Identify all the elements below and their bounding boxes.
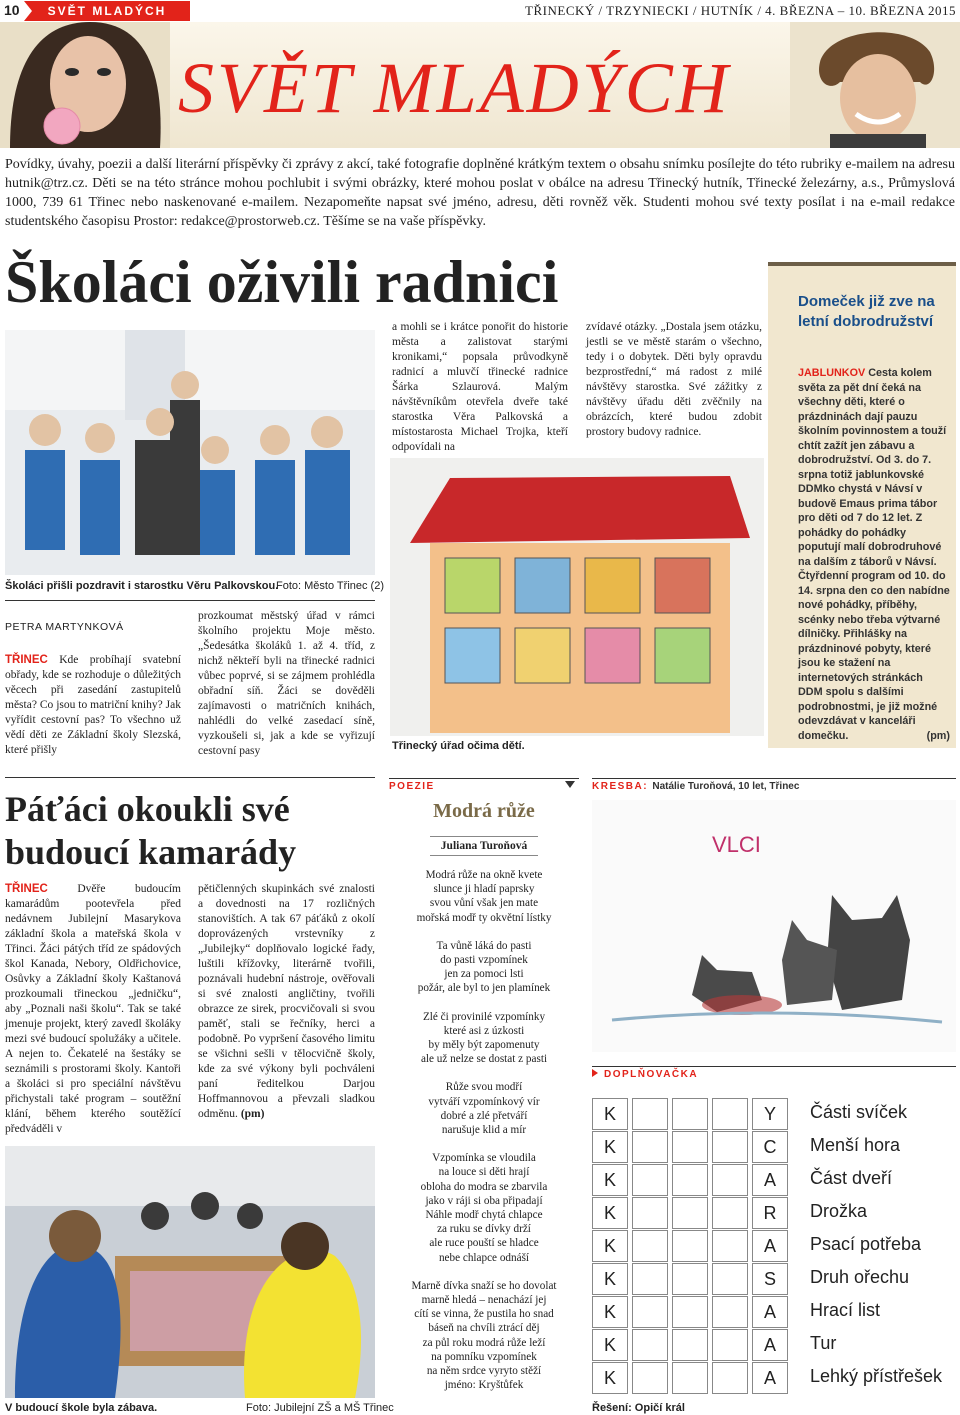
drawing-caption: Třinecký úřad očima dětí. [392,740,525,752]
article-text-col3: a mohli se i krátce ponořit do historie města a zalistovat starými kronikami,“ popsala průvodkyně radnicí a mluvčí třinecké radnice Šárka Szlaurová. Malým návštěvníkům otevřela dveře také starostka Věra Palkovská a místostarosta Michael Trojka, kteří odpovídali na [392,321,568,453]
dateline-place: TŘINEC [5,654,48,666]
crossword-clue: Části svíček [810,1102,908,1122]
crossword-last-letter[interactable]: A [752,1164,788,1196]
crossword-empty-cell[interactable] [672,1263,708,1295]
crossword-last-letter[interactable]: Y [752,1098,788,1130]
article2-text-col2: pětičlenných skupinkách své znalosti a dovednosti na 17 rozličných stanovištích. A tak 67 páťáků z okolí doprovázených vrstevníky z „Jubilejky“ doplňovalo logické řady, luštili křížovky, literárně tvořili, poznávali hudební nástroje, ověřovali si své znalosti angličtiny, tvořili obrazce ze sirek, procvičovali si svou paměť, stali se řečníky, herci a podobně. Po vypršení časového limitu se všichni sešli v tělocvičně školy, kde za své výkony byli pochváleni paní ředitelkou Darjou Hoffmannovou a převzali sladkou odměnu. [198,883,375,1120]
poem-section-label: POEZIE [389,781,435,792]
crossword-empty-cell[interactable] [672,1296,708,1328]
crossword-first-letter[interactable]: K [592,1230,628,1262]
drawing-section-label: KRESBA: [592,781,649,792]
crossword-empty-cell[interactable] [712,1263,748,1295]
crossword-first-letter[interactable]: K [592,1098,628,1130]
crossword-clue: Část dveří [810,1168,893,1188]
crossword-first-letter[interactable]: K [592,1329,628,1361]
crossword-first-letter[interactable]: K [592,1197,628,1229]
crossword-empty-cell[interactable] [712,1164,748,1196]
crossword-last-letter[interactable]: R [752,1197,788,1229]
crossword-empty-cell[interactable] [632,1230,668,1262]
crossword-clue: Tur [810,1333,837,1353]
crossword-clue: Lehký přístřešek [810,1366,943,1386]
article-headline: Školáci oživili radnici [5,249,559,315]
childrens-drawing-photo [390,458,764,736]
triangle-down-icon [565,781,575,788]
crossword-empty-cell[interactable] [712,1098,748,1130]
drawing-inscription: VLCI [712,832,761,857]
crossword-empty-cell[interactable] [632,1164,668,1196]
crossword-clue: Menší hora [810,1135,901,1155]
crossword-empty-cell[interactable] [712,1230,748,1262]
photo-credit: Foto: Město Třinec (2) [276,580,384,592]
crossword-empty-cell[interactable] [712,1362,748,1394]
crossword-clue: Druh ořechu [810,1267,910,1287]
crossword-empty-cell[interactable] [712,1329,748,1361]
crossword-empty-cell[interactable] [712,1197,748,1229]
crossword-empty-cell[interactable] [672,1098,708,1130]
crossword-empty-cell[interactable] [632,1329,668,1361]
crossword-empty-cell[interactable] [632,1263,668,1295]
poem-stanza: Ta vůně láká do pasti do pasti vzpomínek jen za pomoci lsti požár, ale byl to jen plamínek [417,939,551,995]
crossword-empty-cell[interactable] [672,1131,708,1163]
intro-paragraph: Povídky, úvahy, poezii a další literární příspěvky či zprávy z akcí, také fotografie doplněné krátkým textem o obsahu snímku posílejte do této rubriky e-mailem na adresu hutnik@trz.cz. Děti se na této stránce mohou pochlubit i svými obrázky, které mohou poslat v obálce na adresu Třinecký hutník, Třinecké železárny, a.s., Průmyslová 1000, 739 61 Třinec nebo naskenované e-mailem. Nezapomeňte napsat své jméno, adresu, děti rovněž věk. Studenti mohou své texty posílat i na e-mail redakce studentského časopisu Prostor: redakce@prostorweb.cz. Těšíme se na vaše příspěvky. [5,157,955,229]
poem-section-bar [389,778,579,794]
crossword-last-letter[interactable]: A [752,1230,788,1262]
sidebar-body [798,366,950,743]
drawing-author: Natálie Turoňová, 10 let, Třinec [652,781,800,792]
crossword-first-letter[interactable]: K [592,1263,628,1295]
crossword-section-bar [592,1066,956,1082]
crossword-empty-cell[interactable] [672,1329,708,1361]
crossword-empty-cell[interactable] [672,1362,708,1394]
article-text-col1: Kde probíhají svatební obřady, kde se rozhoduje o důležitých věcech při zasedání zastupitelů města? Co jsou to matriční knihy? Jak vyřídit cestovní pas? To všechno už vědí děti ze Základní školy Slezská, které přišly [5,654,181,756]
poem-stanza: Vzpomínka se vloudila na louce si děti hrají obloha do modra se zbarvila jako v ráji si oba připadají Náhle modř chytá chlapce za ruku se dívky drží ale ruce pouští se hladce nebe chlapce odnáší [420,1152,548,1264]
school-visit-photo [5,1146,375,1398]
sidebar-signature: (pm) [926,729,950,742]
sidebar-text: Cesta kolem světa za pět dní čeká na všechny děti, které o prázdninách dají pauzu školním povinnostem a touží chtít zažít jen zábavu a dobrodružství. Od 3. do 7. srpna totiž jablunkovské DDMko chystá v Návsí v budově Emaus prima tábor pro děti od 7 do 12 let. Z pohádky do pohádky poputují malí dobrodruhové na dalším z táborů v Návsí. Čtyřdenní program od 10. do 14. srpna den co den nabídne nové pohádky, příběhy, scénky nebo třeba výtvarné dílničky. Přihlášky na prázdninové pobyty, které jsou ke stažení na internetových stránkách DDM spolu s dalšími podrobnostmi, je již možné odevzdávat v kanceláři domečku. [798,367,950,742]
article-text-col2: prozkoumat městský úřad v rámci školního projektu Moje město. „Šedesátka školáků 1. až 4. tříd, z nichž někteří byli na třinecké radnici vůbec poprvé, si se zájmem prohlédla obřadní síň. Žáci se dověděli zajímavosti o matričních knihách, nahlédli do velké zasedací síně, vyzkoušeli si, jak a kde se vyřizují cestovní pasy [198,610,375,757]
drawing-section-bar [592,778,956,794]
crossword-empty-cell[interactable] [672,1230,708,1262]
poem-title: Modrá růže [433,800,535,822]
girl-bubblegum-photo [0,22,170,148]
crossword-first-letter[interactable]: K [592,1164,628,1196]
crossword-last-letter[interactable]: A [752,1296,788,1328]
crossword-solution: Řešení: Opičí král [592,1402,685,1414]
sidebar-dateline: JABLUNKOV [798,367,866,379]
photo-caption: Školáci přišli pozdravit i starostku Věru Palkovskou. [5,580,279,592]
crossword-clue: Psací potřeba [810,1234,922,1254]
page-number: 10 [4,2,20,18]
author-byline: PETRA MARTYNKOVÁ [5,621,124,633]
poem-stanza: Zlé či provinilé vzpomínky které asi z úzkosti by měly být zapomenuty ale už nelze se dostat z pasti [420,1010,548,1066]
crossword-last-letter[interactable]: A [752,1362,788,1394]
crossword-empty-cell[interactable] [632,1362,668,1394]
crossword-empty-cell[interactable] [672,1197,708,1229]
crossword-first-letter[interactable]: K [592,1296,628,1328]
article-text-col4: zvídavé otázky. „Dostala jsem otázku, jestli se ve městě starám o všechno, tedy i o dobytek. Děti byly opravdu bezprostřední,“ má radost z milé návštěvy starostka. Své zážitky z návštěvy úřadu děti zvěčnily na obrázcích, které budou zdobit prostory budovy radnice. [586,321,762,438]
poem-stanza: Modrá růže na okně kvete slunce ji hladí paprsky svou vůní však jen mate mořská modř ty okvětní lístky [416,869,552,924]
poem-stanza: Marně dívka snaží se ho dovolat marně hledá – nenachází jej cítí se vinna, že pustila ho snad báseň na chvíli ztrácí děj za půl roku modrá růže leží na pomníku vzpomínek na něm srdce vyryto stěží jméno: Kryštůfek [411,1279,557,1392]
poem-stanza: Růže svou modří vytváří vzpomínkový vír dobré a zlé přetváří narušuje klid a mír [428,1081,540,1137]
crossword-empty-cell[interactable] [632,1296,668,1328]
article2-text-col1: Dvěře budoucím kamarádům pootevřela před nedávnem Jubilejní Masarykova základní škola a mateřská škola v Třinci. Žáci pátých tříd ze spádových škol Kanada, Nebory, Oldřichovice, Osůvky a Základní školy Kaštanová prozkoumali třineckou „jedničku“, aby „Poznali naši školu“. Tak se také jmenuje projekt, který zavedl školáky mezi své budoucí spolužáky a učitele. A nejen to. Čekatelé na šestáky se seznámili s prostorami školy. Kantoři a školáci si pro speciální návštěvu přichystali také program – soutěžní klání, během kterého soutěžící předváděli v [5,883,181,1135]
photo2-caption: V budoucí škole byla zábava. [5,1402,158,1414]
crossword-first-letter[interactable]: K [592,1131,628,1163]
boy-smiling-photo [790,22,960,148]
section-tab [24,1,190,21]
triangle-right-icon [592,1069,598,1077]
crossword-clue: Drožka [810,1201,868,1221]
article2-headline: Páťáci okoukli své budoucí kamarády [5,789,297,872]
crossword-empty-cell[interactable] [632,1197,668,1229]
poem-body [389,868,579,1393]
banner-title: SVĚT MLADÝCH [178,48,731,128]
schoolchildren-photo [5,330,375,575]
crossword-last-letter[interactable]: S [752,1263,788,1295]
crossword-first-letter[interactable]: K [592,1362,628,1394]
crossword-empty-cell[interactable] [712,1296,748,1328]
section-tab-label: SVĚT MLADÝCH [47,4,167,18]
crossword-empty-cell[interactable] [632,1098,668,1130]
article2-dateline: TŘINEC [5,883,48,895]
issue-dateline: TŘINECKÝ / TRZYNIECKI / HUTNÍK / 4. BŘEZNA – 10. BŘEZNA 2015 [525,3,956,18]
crossword-last-letter[interactable]: C [752,1131,788,1163]
photo2-credit: Foto: Jubilejní ZŠ a MŠ Třinec [246,1402,394,1414]
section-banner [0,22,960,148]
crossword-empty-cell[interactable] [712,1131,748,1163]
crossword-empty-cell[interactable] [632,1131,668,1163]
article2-signature: (pm) [240,1108,265,1120]
poem-author: Juliana Turoňová [430,836,538,856]
sidebar-box [768,262,956,748]
crossword-clue: Hrací list [810,1300,881,1320]
sidebar-title: Domeček již zve na letní dobrodružství [798,293,935,330]
wolves-drawing [592,800,956,1052]
tab-arrow-icon [24,1,32,21]
crossword-section-label: DOPLŇOVAČKA [604,1069,699,1080]
crossword-empty-cell[interactable] [672,1164,708,1196]
crossword-last-letter[interactable]: A [752,1329,788,1361]
